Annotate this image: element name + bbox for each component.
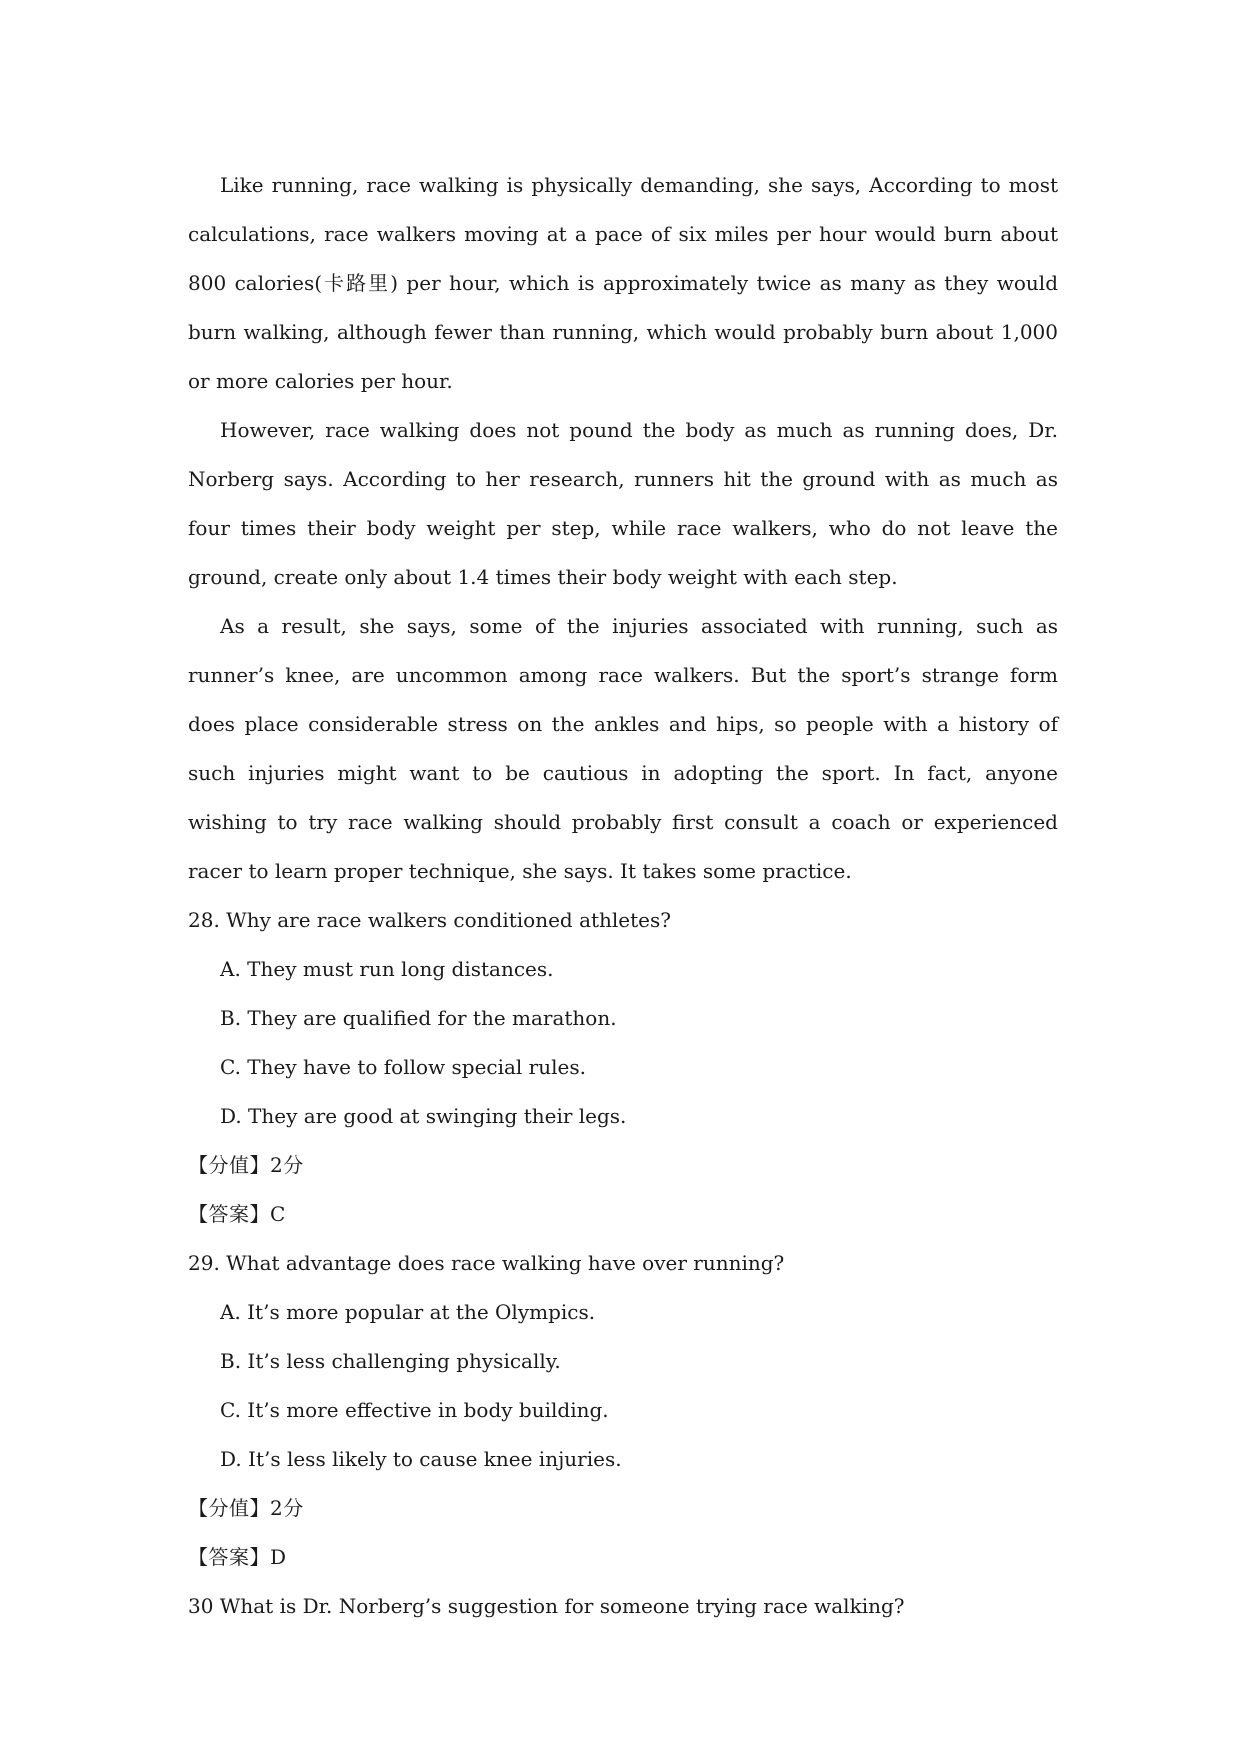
question-stem: 28. Why are race walkers conditioned athletes? [188, 908, 671, 932]
question-stem: 29. What advantage does race walking have over running? [188, 1251, 785, 1275]
option-a: A. They must run long distances. [220, 957, 554, 981]
option-b: B. They are qualified for the marathon. [220, 1006, 617, 1030]
option-c: C. They have to follow special rules. [220, 1055, 586, 1079]
passage-paragraph-3: As a result, she says, some of the injuries associated with running, such as runner’s knee, are uncommon among race walkers. But the sport’s strange form does place considerable stress on the ankles and hips, so people with a history of such injuries might want to be cautious in adopting the sport. In fact, anyone wishing to try race walking should probably first consult a coach or experienced racer to learn proper technique, she says. It takes some practice. [188, 614, 1058, 883]
answer-label: 【答案】C [188, 1202, 286, 1226]
answer-label: 【答案】D [188, 1545, 287, 1569]
option-a: A. It’s more popular at the Olympics. [220, 1300, 596, 1324]
question-30 [188, 1582, 1058, 1631]
passage-paragraph-2: However, race walking does not pound the body as much as running does, Dr. Norberg says. According to her research, runners hit the ground with as much as four times their body weight per step, while race walkers, who do not leave the ground, create only about 1.4 times their body weight with each step. [188, 418, 1058, 589]
score-label: 【分值】2分 [188, 1496, 304, 1520]
question-28 [188, 896, 1058, 1239]
option-c: C. It’s more effective in body building. [220, 1398, 609, 1422]
score-label: 【分值】2分 [188, 1153, 304, 1177]
option-b: B. It’s less challenging physically. [220, 1349, 561, 1373]
passage-paragraph-1: Like running, race walking is physically demanding, she says, According to most calculations, race walkers moving at a pace of six miles per hour would burn about 800 calories(卡路里) per hour, which is approximately twice as many as they would burn walking, although fewer than running, which would probably burn about 1,000 or more calories per hour. [188, 173, 1058, 393]
option-d: D. They are good at swinging their legs. [220, 1104, 627, 1128]
question-29 [188, 1239, 1058, 1582]
question-stem: 30 What is Dr. Norberg’s suggestion for someone trying race walking? [188, 1594, 905, 1618]
option-d: D. It’s less likely to cause knee injuries. [220, 1447, 622, 1471]
